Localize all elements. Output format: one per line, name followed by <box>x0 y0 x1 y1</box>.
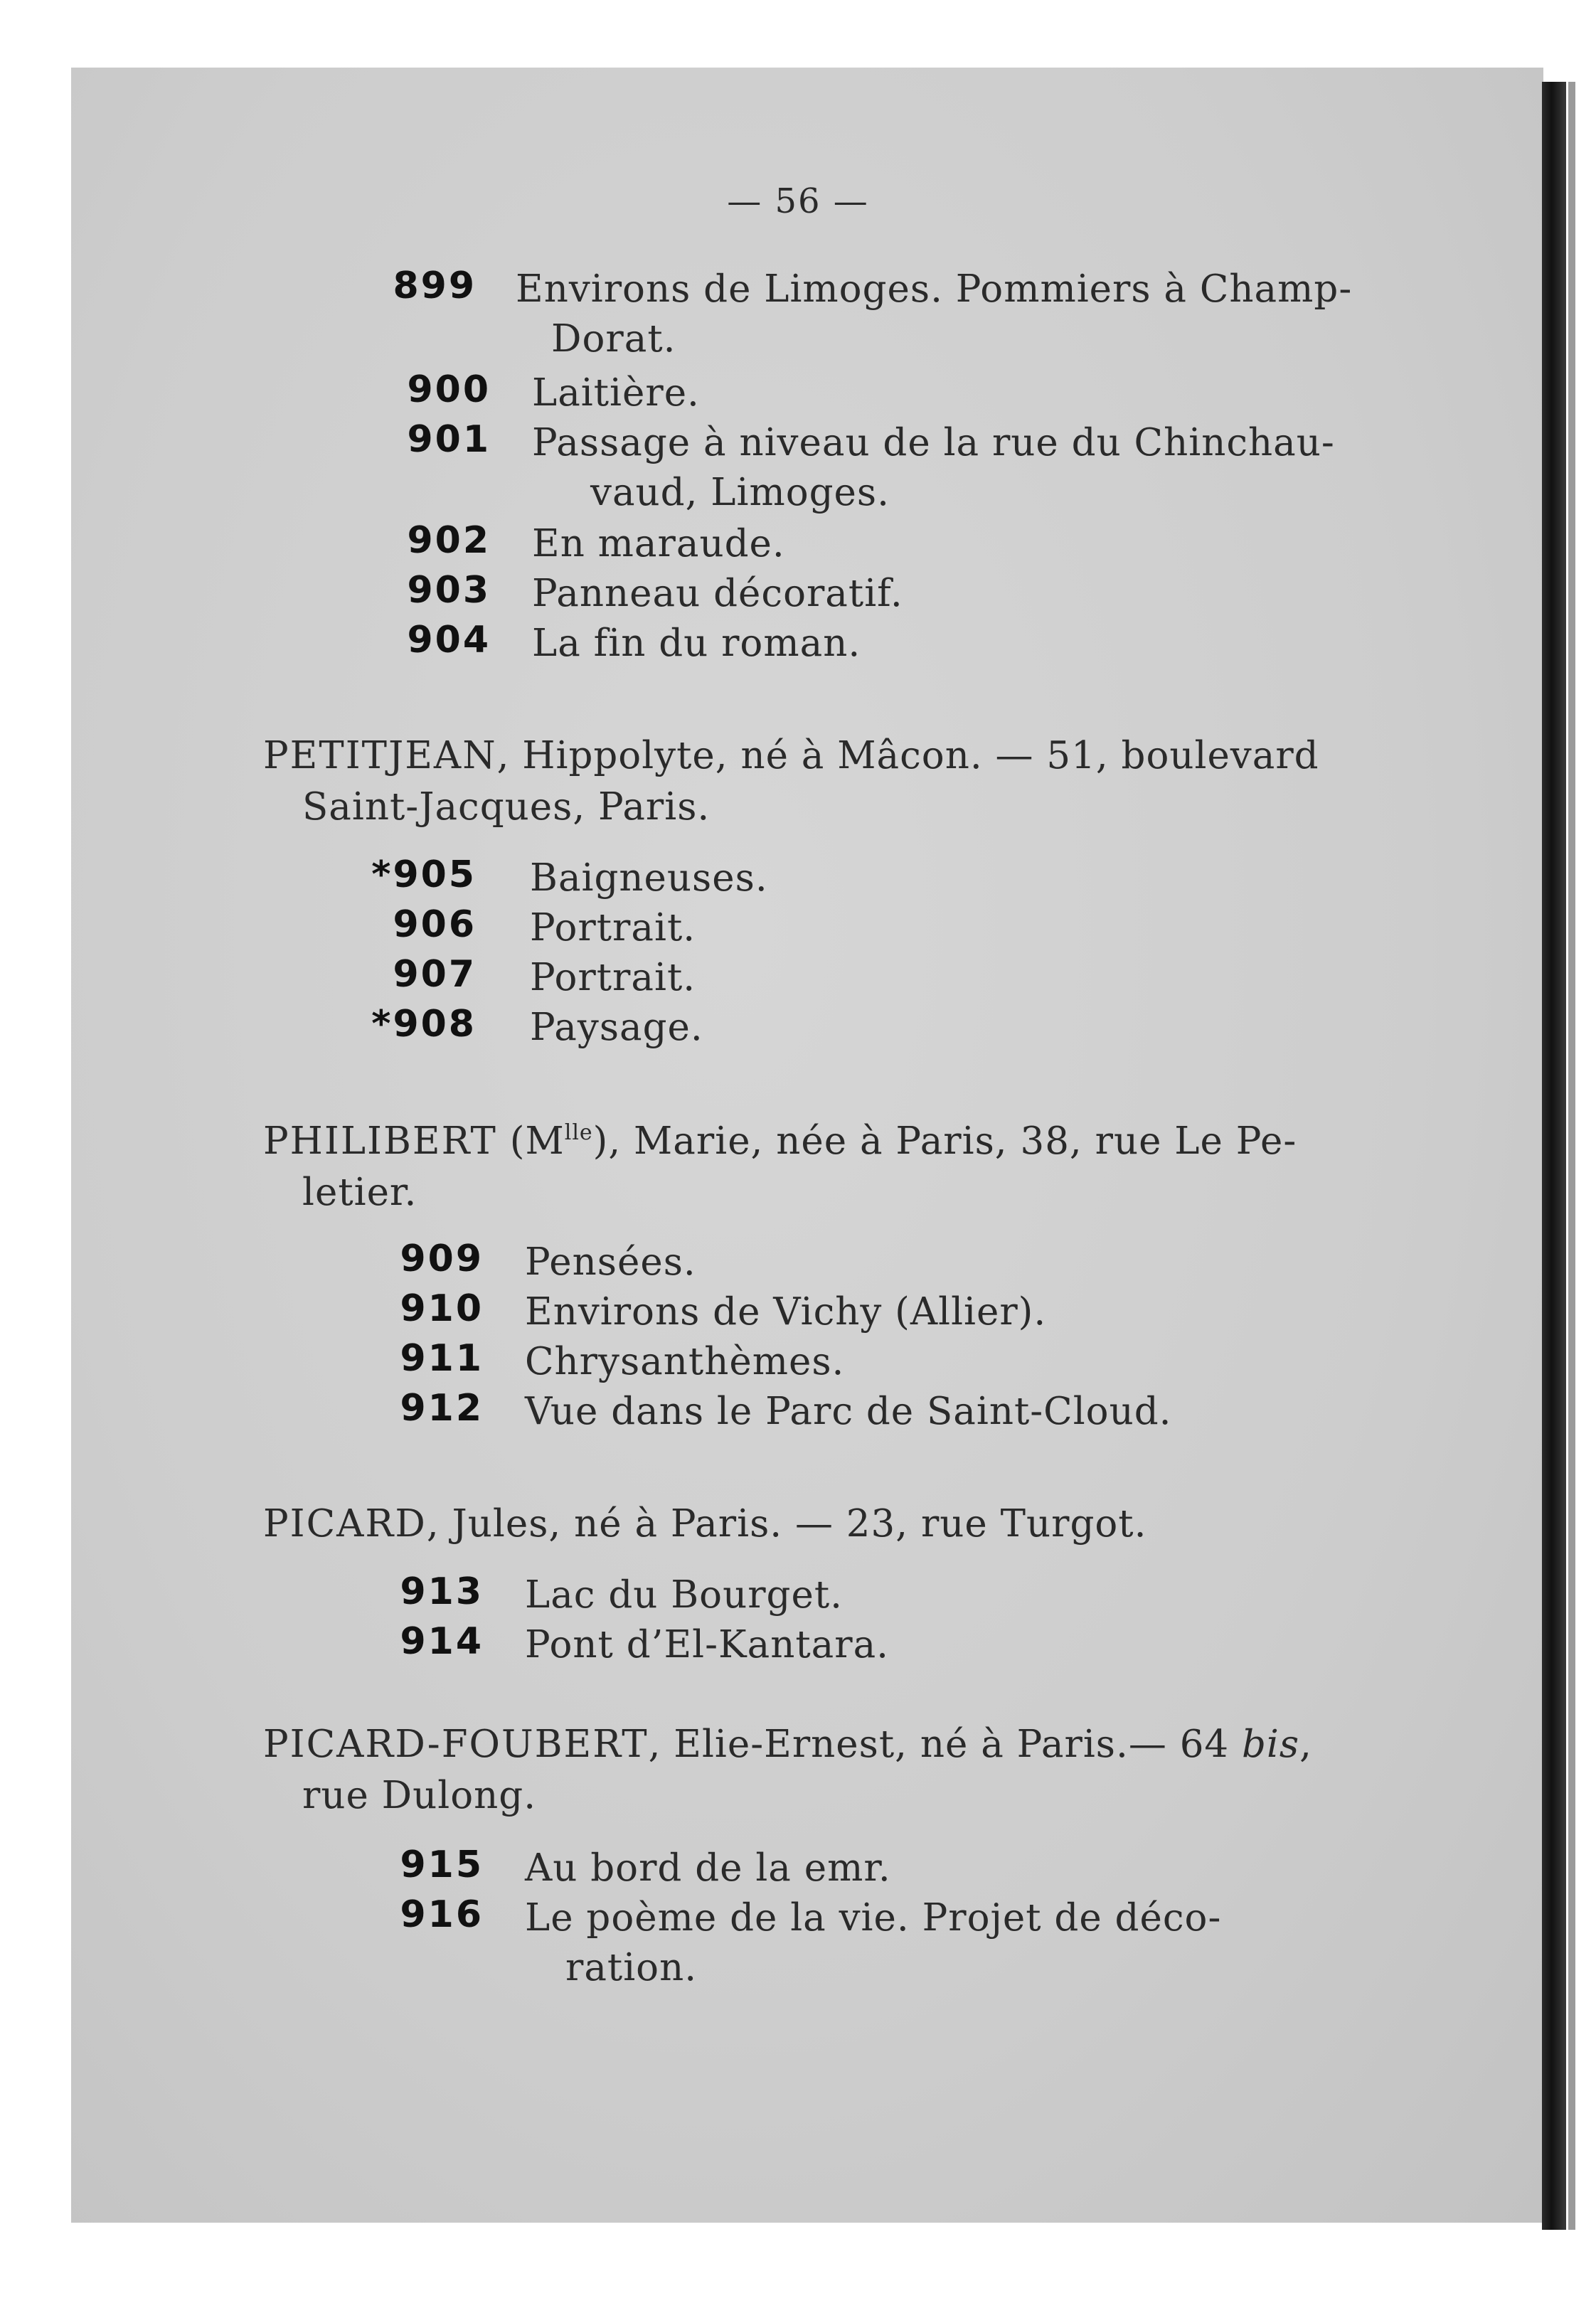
entry-title: Portrait. <box>530 956 696 999</box>
entry-title: Au bord de la emr. <box>525 1846 891 1890</box>
entry-title: Laitière. <box>532 371 700 415</box>
entry-number: 915 <box>400 1844 484 1886</box>
entry-number: 913 <box>400 1570 484 1613</box>
entry-number: 907 <box>393 953 477 996</box>
page-number: — 56 — <box>727 181 869 221</box>
artist-details: , Elie-Ernest, né à Paris.— 64 <box>648 1723 1242 1766</box>
artist-name: PICARD-FOUBERT <box>263 1723 649 1766</box>
entry-title: Baigneuses. <box>530 856 768 900</box>
entry-number: 901 <box>407 418 491 461</box>
entry-title-continued: vaud, Limoges. <box>590 471 890 514</box>
entry-title: Passage à niveau de la rue du Chinchau- <box>532 421 1335 464</box>
entry-title: Vue dans le Parc de Saint-Cloud. <box>525 1390 1172 1433</box>
entry-title-continued: Dorat. <box>551 317 676 361</box>
page-content: — 56 — 899 Environs de Limoges. Pommiers à Champ- Dorat. 900 Laitière. 901 Passage à niveau de la rue du Chinchau- vaud, Limoges. 902 En maraude. 903 Panneau décoratif. 904 La fin du roman. PETITJEAN, Hippolyte, né à Mâcon. — 51, boulevard Saint-Jacques, Paris. *905 Baigneuses. 906 Portrait. 907 Portrait. *908 Paysage. PHILIBERT $(M^{lle})$, Marie, née à Paris, 38, rue Le Pe- letier. 909 Pensées. 910 Environs de Vichy (Allier). 911 Chrysanthèmes. 912 Vue dans le Parc de Saint-Cloud. PICARD, Jules, né à Paris. — 23, rue Turgot. 913 Lac du Bourget. 914 Pont d’El-Kantara. PICARD-FOUBERT, Elie-Ernest, né à Paris.— 64 bis, rue Dulong. 915 Au bord de la emr. 916 Le poème de la vie. Projet de déco- ration. <box>0 0 1596 2313</box>
artist-name: PICARD <box>263 1502 427 1546</box>
entry-number: 900 <box>407 368 491 411</box>
entry-title: Chrysanthèmes. <box>525 1340 845 1383</box>
entry-number: 909 <box>400 1238 484 1280</box>
entry-number: *908 <box>371 1003 477 1046</box>
artist-address: rue Dulong. <box>302 1774 537 1817</box>
entry-number: 902 <box>407 519 491 562</box>
entry-number: 912 <box>400 1387 484 1430</box>
entry-title: Pensées. <box>525 1240 696 1284</box>
artist-details: ), Marie, née à Paris, 38, rue Le Pe- <box>592 1120 1297 1163</box>
artist-details: , Jules, né à Paris. — 23, rue Turgot. <box>426 1502 1147 1546</box>
artist-address: letier. <box>302 1171 417 1214</box>
entry-number: 911 <box>400 1337 484 1380</box>
artist-name: PETITJEAN <box>263 734 497 777</box>
entry-title: En maraude. <box>532 522 785 565</box>
entry-title: La fin du roman. <box>532 622 861 665</box>
entry-title: Le poème de la vie. Projet de déco- <box>525 1896 1222 1940</box>
entry-number: 906 <box>393 903 477 946</box>
entry-number: 914 <box>400 1620 484 1663</box>
entry-title: Lac du Bourget. <box>525 1573 843 1617</box>
entry-title-continued: ration. <box>565 1946 698 1989</box>
entry-title: Paysage. <box>530 1006 703 1049</box>
entry-title: Pont d’El-Kantara. <box>525 1623 890 1666</box>
entry-number: *905 <box>371 854 477 896</box>
entry-number: 910 <box>400 1287 484 1330</box>
entry-title: Portrait. <box>530 906 696 950</box>
entry-title: Panneau décoratif. <box>532 572 903 615</box>
artist-details: , Hippolyte, né à Mâcon. — 51, boulevard <box>496 734 1319 777</box>
artist-address: Saint-Jacques, Paris. <box>302 785 711 829</box>
entry-number: 903 <box>407 569 491 612</box>
entry-number: 904 <box>407 619 491 661</box>
entry-title: Environs de Limoges. Pommiers à Champ- <box>516 267 1353 311</box>
entry-number: 899 <box>393 265 477 307</box>
artist-name: PHILIBERT <box>263 1120 497 1163</box>
entry-number: 916 <box>400 1893 484 1936</box>
entry-title: Environs de Vichy (Allier). <box>525 1290 1047 1334</box>
